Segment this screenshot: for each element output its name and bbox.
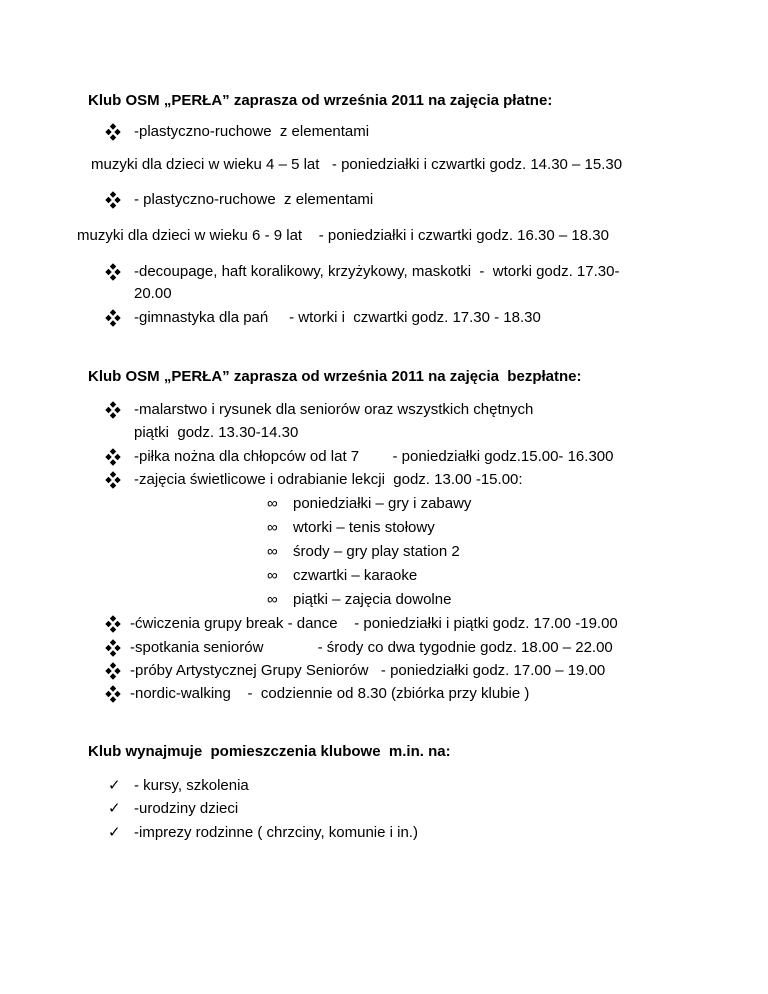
list-item-continuation: muzyki dla dzieci w wieku 4 – 5 lat - poniedziałki i czwartki godz. 14.30 – 15.30 <box>91 156 623 173</box>
list-item: -zajęcia świetlicowe i odrabianie lekcji godz. 13.00 -15.00: <box>134 471 523 488</box>
checkmark-icon: ✓ <box>108 777 121 794</box>
list-item: -piłka nożna dla chłopców od lat 7 - poniedziałki godz.15.00- 16.300 <box>134 448 614 465</box>
rental-item: -imprezy rodzinne ( chrzciny, komunie i in.) <box>134 824 418 841</box>
diamond-bullet-icon <box>104 190 122 210</box>
list-item: -ćwiczenia grupy break - dance - poniedziałki i piątki godz. 17.00 -19.00 <box>130 615 618 632</box>
sub-list-item: środy – gry play station 2 <box>293 543 460 560</box>
list-item: -próby Artystycznej Grupy Seniorów - poniedziałki godz. 17.00 – 19.00 <box>130 662 606 679</box>
diamond-bullet-icon <box>104 308 122 328</box>
heading-free-classes: Klub OSM „PERŁA” zaprasza od września 2011 na zajęcia bezpłatne: <box>88 368 582 385</box>
sub-list-item: czwartki – karaoke <box>293 567 418 584</box>
diamond-bullet-icon <box>104 638 122 658</box>
diamond-bullet-icon <box>104 614 122 634</box>
sub-list-item: poniedziałki – gry i zabawy <box>293 495 472 512</box>
list-item-continuation: 20.00 <box>134 285 172 302</box>
infinity-bullet-icon: ∞ <box>267 519 278 536</box>
diamond-bullet-icon <box>104 661 122 681</box>
list-item-continuation: piątki godz. 13.30-14.30 <box>134 424 299 441</box>
sub-list-item: wtorki – tenis stołowy <box>293 519 435 536</box>
list-item: -plastyczno-ruchowe z elementami <box>134 123 370 140</box>
diamond-bullet-icon <box>104 400 122 420</box>
rental-item: - kursy, szkolenia <box>134 777 249 794</box>
infinity-bullet-icon: ∞ <box>267 495 278 512</box>
list-item: -malarstwo i rysunek dla seniorów oraz wszystkich chętnych <box>134 401 534 418</box>
diamond-bullet-icon <box>104 684 122 704</box>
diamond-bullet-icon <box>104 262 122 282</box>
rental-item: -urodziny dzieci <box>134 800 239 817</box>
diamond-bullet-icon <box>104 122 122 142</box>
infinity-bullet-icon: ∞ <box>267 591 278 608</box>
diamond-bullet-icon <box>104 470 122 490</box>
list-item-continuation: muzyki dla dzieci w wieku 6 - 9 lat - poniedziałki i czwartki godz. 16.30 – 18.30 <box>77 227 609 244</box>
infinity-bullet-icon: ∞ <box>267 543 278 560</box>
checkmark-icon: ✓ <box>108 824 121 841</box>
heading-paid-classes: Klub OSM „PERŁA” zaprasza od września 2011 na zajęcia płatne: <box>88 92 553 109</box>
list-item: -decoupage, haft koralikowy, krzyżykowy, maskotki - wtorki godz. 17.30- <box>134 263 620 280</box>
list-item: -nordic-walking - codziennie od 8.30 (zbiórka przy klubie ) <box>130 685 530 702</box>
heading-room-rental: Klub wynajmuje pomieszczenia klubowe m.in. na: <box>88 743 451 760</box>
list-item: -gimnastyka dla pań - wtorki i czwartki godz. 17.30 - 18.30 <box>134 309 541 326</box>
checkmark-icon: ✓ <box>108 800 121 817</box>
sub-list-item: piątki – zajęcia dowolne <box>293 591 452 608</box>
list-item: - plastyczno-ruchowe z elementami <box>134 191 374 208</box>
diamond-bullet-icon <box>104 447 122 467</box>
infinity-bullet-icon: ∞ <box>267 567 278 584</box>
list-item: -spotkania seniorów - środy co dwa tygodnie godz. 18.00 – 22.00 <box>130 639 613 656</box>
